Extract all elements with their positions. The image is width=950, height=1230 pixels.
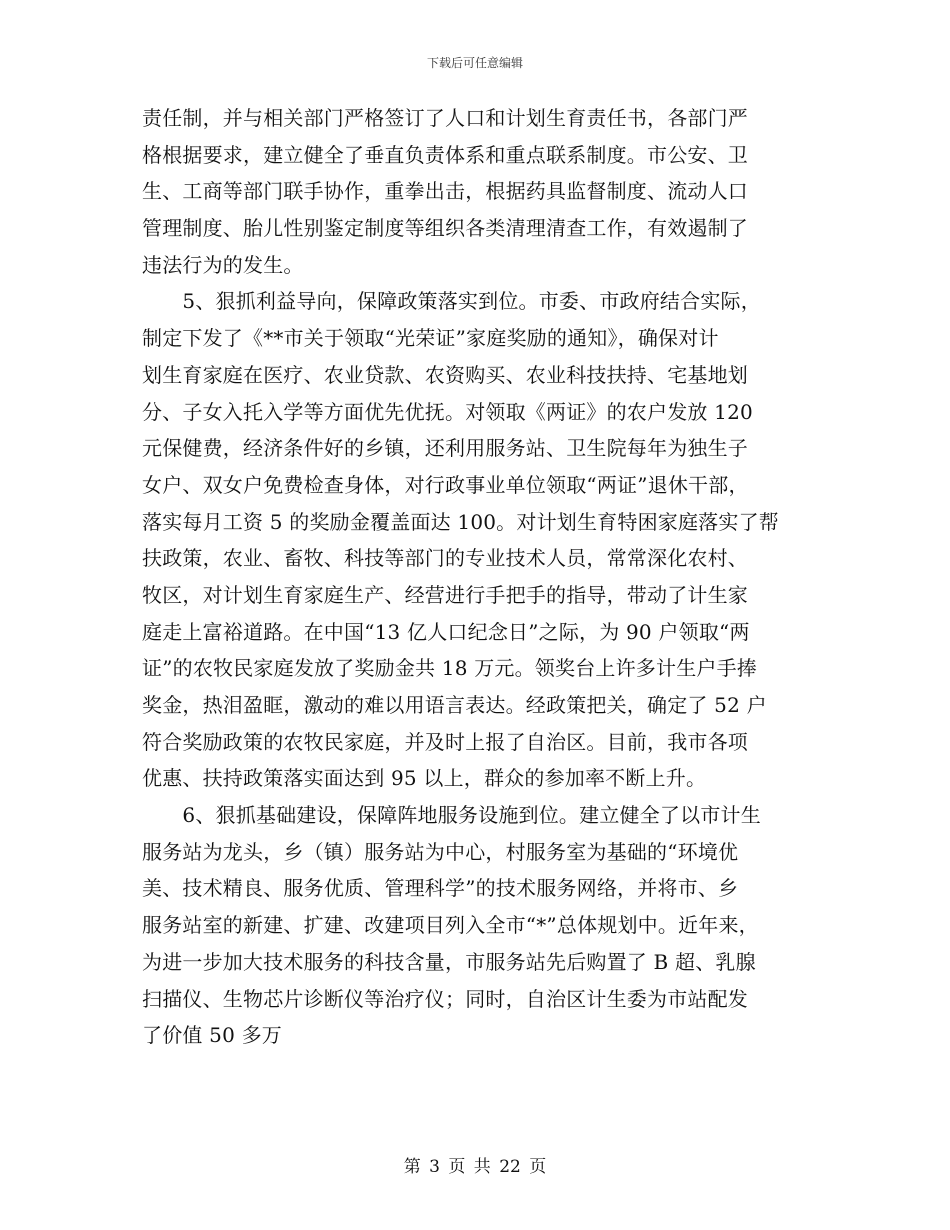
text-line: 符合奖励政策的农牧民家庭，并及时上报了自治区。目前，我市各项 (142, 729, 748, 754)
text-line: 优惠、扶持政策落实面达到 95 以上，群众的参加率不断上升。 (142, 766, 707, 791)
text-line: 牧区，对计划生育家庭生产、经营进行手把手的指导，带动了计生家 (142, 582, 748, 607)
text-line: 责任制，并与相关部门严格签订了人口和计划生育责任书，各部门严 (142, 106, 748, 130)
text-line: 服务站为龙头，乡（镇）服务站为中心，村服务室为基础的“环境优 (142, 839, 739, 864)
text-line: 划生育家庭在医疗、农业贷款、农资购买、农业科技扶持、宅基地划 (142, 362, 748, 387)
text-line: 分、子女入托入学等方面优先优抚。对领取《两证》的农户发放 120 (142, 399, 753, 424)
text-line: 女户、双女户免费检查身体，对行政事业单位领取“两证”退休干部， (142, 472, 749, 497)
text-line: 了价值 50 多万 (142, 1023, 282, 1048)
text-line: 庭走上富裕道路。在中国“13 亿人口纪念日”之际，为 90 户领取“两 (142, 619, 750, 644)
text-line: 扶政策，农业、畜牧、科技等部门的专业技术人员，常常深化农村、 (142, 546, 748, 571)
header-note: 下载后可任意编辑 (426, 56, 523, 70)
text-line: 制定下发了《**市关于领取“光荣证”家庭奖励的通知》，确保对计 (142, 326, 719, 351)
text-line: 扫描仪、生物芯片诊断仪等治疗仪；同时，自治区计生委为市站配发 (142, 986, 748, 1011)
text-line: 美、技术精良、服务优质、管理科学”的技术服务网络，并将市、乡 (142, 876, 739, 901)
text-line: 落实每月工资 5 的奖励金覆盖面达 100。对计划生育特困家庭落实了帮 (142, 509, 779, 534)
paragraph-5-start: 5、狠抓利益导向，保障政策落实到位。市委、市政府结合实际， (142, 289, 761, 314)
text-line: 证”的农牧民家庭发放了奖励金共 18 万元。领奖台上许多计生户手捧 (142, 656, 757, 681)
text-line: 元保健费，经济条件好的乡镇，还利用服务站、卫生院每年为独生子 (142, 436, 748, 461)
text-line: 管理制度、胎儿性别鉴定制度等组织各类清理清查工作，有效遏制了 (142, 216, 748, 241)
text-line: 服务站室的新建、扩建、改建项目列入全市“*”总体规划中。近年来， (142, 913, 759, 938)
text-line: 格根据要求，建立健全了垂直负责体系和重点联系制度。市公安、卫 (142, 142, 748, 167)
text-line: 违法行为的发生。 (142, 252, 304, 277)
paragraph-6-start: 6、狠抓基础建设，保障阵地服务设施到位。建立健全了以市计生 (142, 803, 761, 828)
text-line: 奖金，热泪盈眶，激动的难以用语言表达。经政策把关，确定了 52 户 (142, 693, 767, 717)
text-line: 为进一步加大技术服务的科技含量，市服务站先后购置了 B 超、乳腺 (142, 949, 756, 974)
page-number-footer: 第 3 页 共 22 页 (403, 1157, 547, 1177)
body-text (142, 100, 817, 1054)
text-line: 生、工商等部门联手协作，重拳出击，根据药具监督制度、流动人口 (142, 179, 748, 204)
